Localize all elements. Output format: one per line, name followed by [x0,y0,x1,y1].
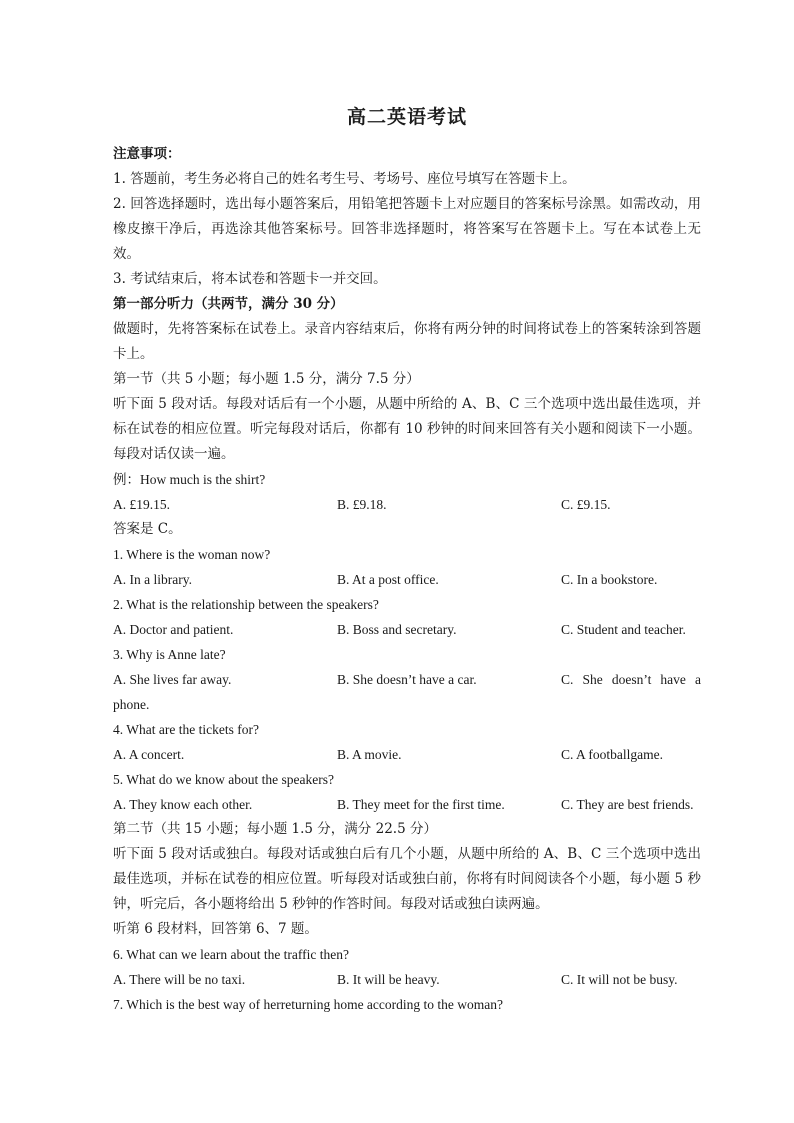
notice-item-3: 3. 考试结束后，将本试卷和答题卡一并交回。 [113,271,387,287]
part1-instruction: 做题时，先将答案标在试卷上。录音内容结束后，你将有两分钟的时间将试卷上的答案转涂到答题卡上。 [113,321,701,362]
notice-item-2: 2. 回答选择题时，选出每小题答案后，用铅笔把答题卡上对应题目的答案标号涂黑。如需改动，用橡皮擦干净后，再选涂其他答案标号。回答非选择题时，将答案写在答题卡上。写在本试卷上无效。 [113,196,701,262]
option-c-word: She [582,672,603,687]
question-2-option-b: B. Boss and secretary. [337,622,457,637]
question-2: 2. What is the relationship between the speakers? [113,597,379,612]
example-option-b: B. £9.18. [337,497,387,512]
question-3-option-b: B. She doesn’t have a car. [337,672,477,687]
exam-content [113,102,701,1017]
notice-item-1: 1. 答题前，考生务必将自己的姓名考生号、考场号、座位号填写在答题卡上。 [113,171,576,187]
section2-instruction: 听下面 5 段对话或独白。每段对话或独白后有几个小题，从题中所给的 A、B、C 三个选项中选出最佳选项，并标在试卷的相应位置。听每段对话或独白前，你将有时间阅读各个小题，每小题 5 秒钟，听完后，各小题将给出 5 秒钟的作答时间。每段对话或独白读两遍。 [113,846,701,912]
question-6-option-b: B. It will be heavy. [337,972,440,987]
page-title: 高二英语考试 [346,106,467,128]
question-4-option-b: B. A movie. [337,747,402,762]
question-6-option-a: A. There will be no taxi. [113,972,246,987]
example-answer: 答案是 C。 [113,521,182,537]
part1-heading: 第一部分听力（共两节，满分 30 分） [113,296,344,312]
question-6-options [113,967,701,992]
question-3-option-c [561,667,701,692]
question-1-options [113,567,701,592]
question-6-option-c: C. It will not be busy. [561,972,678,987]
question-1-option-b: B. At a post office. [337,572,439,587]
notice-heading: 注意事项： [113,146,181,162]
question-7: 7. Which is the best way of herreturning home according to the woman? [113,997,504,1012]
question-1-option-a: A. In a library. [113,572,192,587]
option-c-word: a [695,672,701,687]
question-5: 5. What do we know about the speakers? [113,772,334,787]
section1-instruction: 听下面 5 段对话。每段对话后有一个小题，从题中所给的 A、B、C 三个选项中选出最佳选项，并标在试卷的相应位置。听完每段对话后，你都有 10 秒钟的时间来回答有关小题和阅读下一小题。每段对话仅读一遍。 [113,396,701,462]
example-question: 例：How much is the shirt? [113,472,266,487]
example-option-a: A. £19.15. [113,497,170,512]
question-3-options [113,667,701,692]
question-4-option-c: C. A footballgame. [561,747,663,762]
question-4-options [113,742,701,767]
question-5-options [113,792,701,817]
question-2-option-c: C. Student and teacher. [561,622,686,637]
option-c-word: C. [561,672,574,687]
question-3: 3. Why is Anne late? [113,647,226,662]
question-5-option-a: A. They know each other. [113,797,253,812]
question-2-option-a: A. Doctor and patient. [113,622,234,637]
question-4-option-a: A. A concert. [113,747,185,762]
question-6: 6. What can we learn about the traffic then? [113,947,350,962]
question-3-option-c-continued: phone. [113,697,150,712]
question-2-options [113,617,701,642]
section1-heading: 第一节（共 5 小题；每小题 1.5 分，满分 7.5 分） [113,371,420,387]
option-c-word: doesn’t [611,672,652,687]
option-c-word: have [660,672,686,687]
example-option-c: C. £9.15. [561,497,611,512]
question-3-option-a: A. She lives far away. [113,672,232,687]
question-1-option-c: C. In a bookstore. [561,572,658,587]
question-1: 1. Where is the woman now? [113,547,271,562]
example-options [113,492,701,517]
question-4: 4. What are the tickets for? [113,722,259,737]
question-5-option-c: C. They are best friends. [561,797,694,812]
question-5-option-b: B. They meet for the first time. [337,797,505,812]
section2-heading: 第二节（共 15 小题；每小题 1.5 分，满分 22.5 分） [113,821,437,837]
section2-material: 听第 6 段材料，回答第 6、7 题。 [113,921,318,937]
